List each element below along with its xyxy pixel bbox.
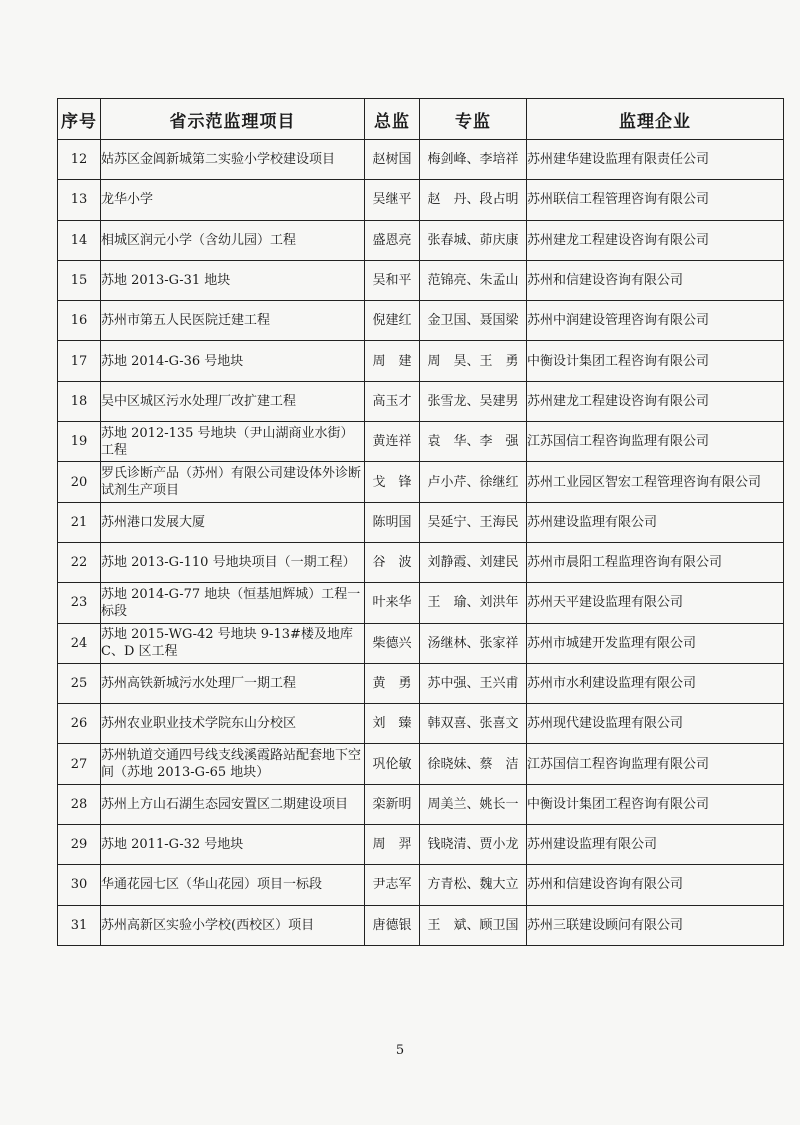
table-row [58, 744, 784, 784]
specialist-supervisors-cell: 卢小芹、徐继红 [420, 462, 527, 502]
project-name-cell: 华通花园七区（华山花园）项目一标段 [101, 865, 365, 905]
project-name-cell: 龙华小学 [101, 180, 365, 220]
table-row [58, 301, 784, 341]
chief-supervisor-cell: 黄连祥 [365, 422, 420, 462]
serial-number-cell: 23 [58, 583, 101, 623]
chief-supervisor-cell: 黄 勇 [365, 663, 420, 703]
serial-number-cell: 28 [58, 784, 101, 824]
serial-number-cell: 18 [58, 381, 101, 421]
supervision-company-cell: 苏州建华建设监理有限责任公司 [527, 140, 784, 180]
project-name-cell: 苏地 2012-135 号地块（尹山湖商业水街）工程 [101, 422, 365, 462]
project-name-cell: 苏州高铁新城污水处理厂一期工程 [101, 663, 365, 703]
project-name-cell: 苏州上方山石湖生态园安置区二期建设项目 [101, 784, 365, 824]
specialist-supervisors-cell: 徐晓妹、蔡 洁 [420, 744, 527, 784]
chief-supervisor-cell: 盛恩亮 [365, 220, 420, 260]
specialist-supervisors-cell: 韩双喜、张喜文 [420, 704, 527, 744]
specialist-supervisors-cell: 王 斌、顾卫国 [420, 905, 527, 945]
supervision-company-cell: 苏州三联建设顾问有限公司 [527, 905, 784, 945]
chief-supervisor-cell: 戈 锋 [365, 462, 420, 502]
specialist-supervisors-cell: 吴延宁、王海民 [420, 502, 527, 542]
table-row [58, 180, 784, 220]
table-row [58, 381, 784, 421]
project-name-cell: 苏地 2014-G-36 号地块 [101, 341, 365, 381]
serial-number-cell: 21 [58, 502, 101, 542]
serial-number-cell: 25 [58, 663, 101, 703]
serial-number-cell: 16 [58, 301, 101, 341]
serial-number-cell: 19 [58, 422, 101, 462]
chief-supervisor-cell: 尹志军 [365, 865, 420, 905]
serial-number-cell: 24 [58, 623, 101, 663]
specialist-supervisors-cell: 范锦亮、朱孟山 [420, 260, 527, 300]
project-name-cell: 苏州市第五人民医院迁建工程 [101, 301, 365, 341]
supervision-company-cell: 苏州建龙工程建设咨询有限公司 [527, 220, 784, 260]
serial-number-cell: 30 [58, 865, 101, 905]
chief-supervisor-cell: 栾新明 [365, 784, 420, 824]
serial-number-cell: 15 [58, 260, 101, 300]
specialist-supervisors-cell: 王 瑜、刘洪年 [420, 583, 527, 623]
supervision-company-cell: 苏州建设监理有限公司 [527, 825, 784, 865]
specialist-supervisors-cell: 梅剑峰、李培祥 [420, 140, 527, 180]
serial-number-cell: 31 [58, 905, 101, 945]
supervision-company-cell: 苏州市城建开发监理有限公司 [527, 623, 784, 663]
supervision-company-cell: 苏州联信工程管理咨询有限公司 [527, 180, 784, 220]
supervision-company-cell: 苏州市晨阳工程监理咨询有限公司 [527, 542, 784, 582]
project-name-cell: 苏地 2011-G-32 号地块 [101, 825, 365, 865]
chief-supervisor-cell: 吴继平 [365, 180, 420, 220]
table-header-row [58, 99, 784, 140]
specialist-supervisors-cell: 周 昊、王 勇 [420, 341, 527, 381]
table-row [58, 905, 784, 945]
specialist-supervisors-cell: 周美兰、姚长一 [420, 784, 527, 824]
table-row [58, 422, 784, 462]
table-row [58, 865, 784, 905]
supervision-company-cell: 中衡设计集团工程咨询有限公司 [527, 341, 784, 381]
specialist-supervisors-cell: 汤继林、张家祥 [420, 623, 527, 663]
project-name-cell: 苏地 2013-G-31 地块 [101, 260, 365, 300]
supervision-company-cell: 中衡设计集团工程咨询有限公司 [527, 784, 784, 824]
table-row [58, 341, 784, 381]
chief-supervisor-cell: 刘 臻 [365, 704, 420, 744]
table-row [58, 784, 784, 824]
table-row [58, 542, 784, 582]
project-name-cell: 苏地 2015-WG-42 号地块 9-13#楼及地库 C、D 区工程 [101, 623, 365, 663]
table-row [58, 140, 784, 180]
chief-supervisor-cell: 高玉才 [365, 381, 420, 421]
chief-supervisor-cell: 谷 波 [365, 542, 420, 582]
serial-number-cell: 22 [58, 542, 101, 582]
project-name-cell: 苏地 2014-G-77 地块（恒基旭辉城）工程一标段 [101, 583, 365, 623]
header-specialist-supervisors: 专监 [420, 99, 527, 140]
serial-number-cell: 20 [58, 462, 101, 502]
table-row [58, 704, 784, 744]
chief-supervisor-cell: 唐德银 [365, 905, 420, 945]
page-number: 5 [395, 1043, 405, 1058]
chief-supervisor-cell: 叶来华 [365, 583, 420, 623]
chief-supervisor-cell: 吴和平 [365, 260, 420, 300]
project-name-cell: 苏地 2013-G-110 号地块项目（一期工程） [101, 542, 365, 582]
chief-supervisor-cell: 柴德兴 [365, 623, 420, 663]
serial-number-cell: 26 [58, 704, 101, 744]
specialist-supervisors-cell: 张雪龙、吴建男 [420, 381, 527, 421]
specialist-supervisors-cell: 方青松、魏大立 [420, 865, 527, 905]
specialist-supervisors-cell: 刘静霞、刘建民 [420, 542, 527, 582]
supervision-projects-table [57, 98, 784, 946]
specialist-supervisors-cell: 金卫国、聂国梁 [420, 301, 527, 341]
serial-number-cell: 17 [58, 341, 101, 381]
specialist-supervisors-cell: 袁 华、李 强 [420, 422, 527, 462]
table-row [58, 825, 784, 865]
table-row [58, 462, 784, 502]
supervision-company-cell: 江苏国信工程咨询监理有限公司 [527, 422, 784, 462]
project-name-cell: 吴中区城区污水处理厂改扩建工程 [101, 381, 365, 421]
header-project: 省示范监理项目 [101, 99, 365, 140]
supervision-company-cell: 苏州工业园区智宏工程管理咨询有限公司 [527, 462, 784, 502]
table-row [58, 502, 784, 542]
chief-supervisor-cell: 周 羿 [365, 825, 420, 865]
serial-number-cell: 14 [58, 220, 101, 260]
project-name-cell: 相城区润元小学（含幼儿园）工程 [101, 220, 365, 260]
supervision-company-cell: 江苏国信工程咨询监理有限公司 [527, 744, 784, 784]
supervision-company-cell: 苏州和信建设咨询有限公司 [527, 865, 784, 905]
header-chief-supervisor: 总监 [365, 99, 420, 140]
table-row [58, 220, 784, 260]
serial-number-cell: 12 [58, 140, 101, 180]
supervision-company-cell: 苏州天平建设监理有限公司 [527, 583, 784, 623]
table-body [58, 140, 784, 946]
supervision-company-cell: 苏州建设监理有限公司 [527, 502, 784, 542]
chief-supervisor-cell: 陈明国 [365, 502, 420, 542]
chief-supervisor-cell: 赵树国 [365, 140, 420, 180]
specialist-supervisors-cell: 赵 丹、段占明 [420, 180, 527, 220]
table-row [58, 260, 784, 300]
project-name-cell: 罗氏诊断产品（苏州）有限公司建设体外诊断试剂生产项目 [101, 462, 365, 502]
header-supervision-company: 监理企业 [527, 99, 784, 140]
supervision-company-cell: 苏州中润建设管理咨询有限公司 [527, 301, 784, 341]
specialist-supervisors-cell: 张春城、茆庆康 [420, 220, 527, 260]
specialist-supervisors-cell: 苏中强、王兴甫 [420, 663, 527, 703]
project-name-cell: 苏州轨道交通四号线支线溪霞路站配套地下空间（苏地 2013-G-65 地块） [101, 744, 365, 784]
table-row [58, 583, 784, 623]
specialist-supervisors-cell: 钱晓清、贾小龙 [420, 825, 527, 865]
supervision-company-cell: 苏州建龙工程建设咨询有限公司 [527, 381, 784, 421]
project-name-cell: 姑苏区金阊新城第二实验小学校建设项目 [101, 140, 365, 180]
serial-number-cell: 29 [58, 825, 101, 865]
project-name-cell: 苏州农业职业技术学院东山分校区 [101, 704, 365, 744]
chief-supervisor-cell: 周 建 [365, 341, 420, 381]
table-row [58, 623, 784, 663]
supervision-company-cell: 苏州和信建设咨询有限公司 [527, 260, 784, 300]
supervision-company-cell: 苏州市水利建设监理有限公司 [527, 663, 784, 703]
header-serial-number: 序号 [58, 99, 101, 140]
project-name-cell: 苏州高新区实验小学校(西校区）项目 [101, 905, 365, 945]
project-name-cell: 苏州港口发展大厦 [101, 502, 365, 542]
serial-number-cell: 13 [58, 180, 101, 220]
chief-supervisor-cell: 倪建红 [365, 301, 420, 341]
serial-number-cell: 27 [58, 744, 101, 784]
chief-supervisor-cell: 巩伦敏 [365, 744, 420, 784]
supervision-company-cell: 苏州现代建设监理有限公司 [527, 704, 784, 744]
table-row [58, 663, 784, 703]
